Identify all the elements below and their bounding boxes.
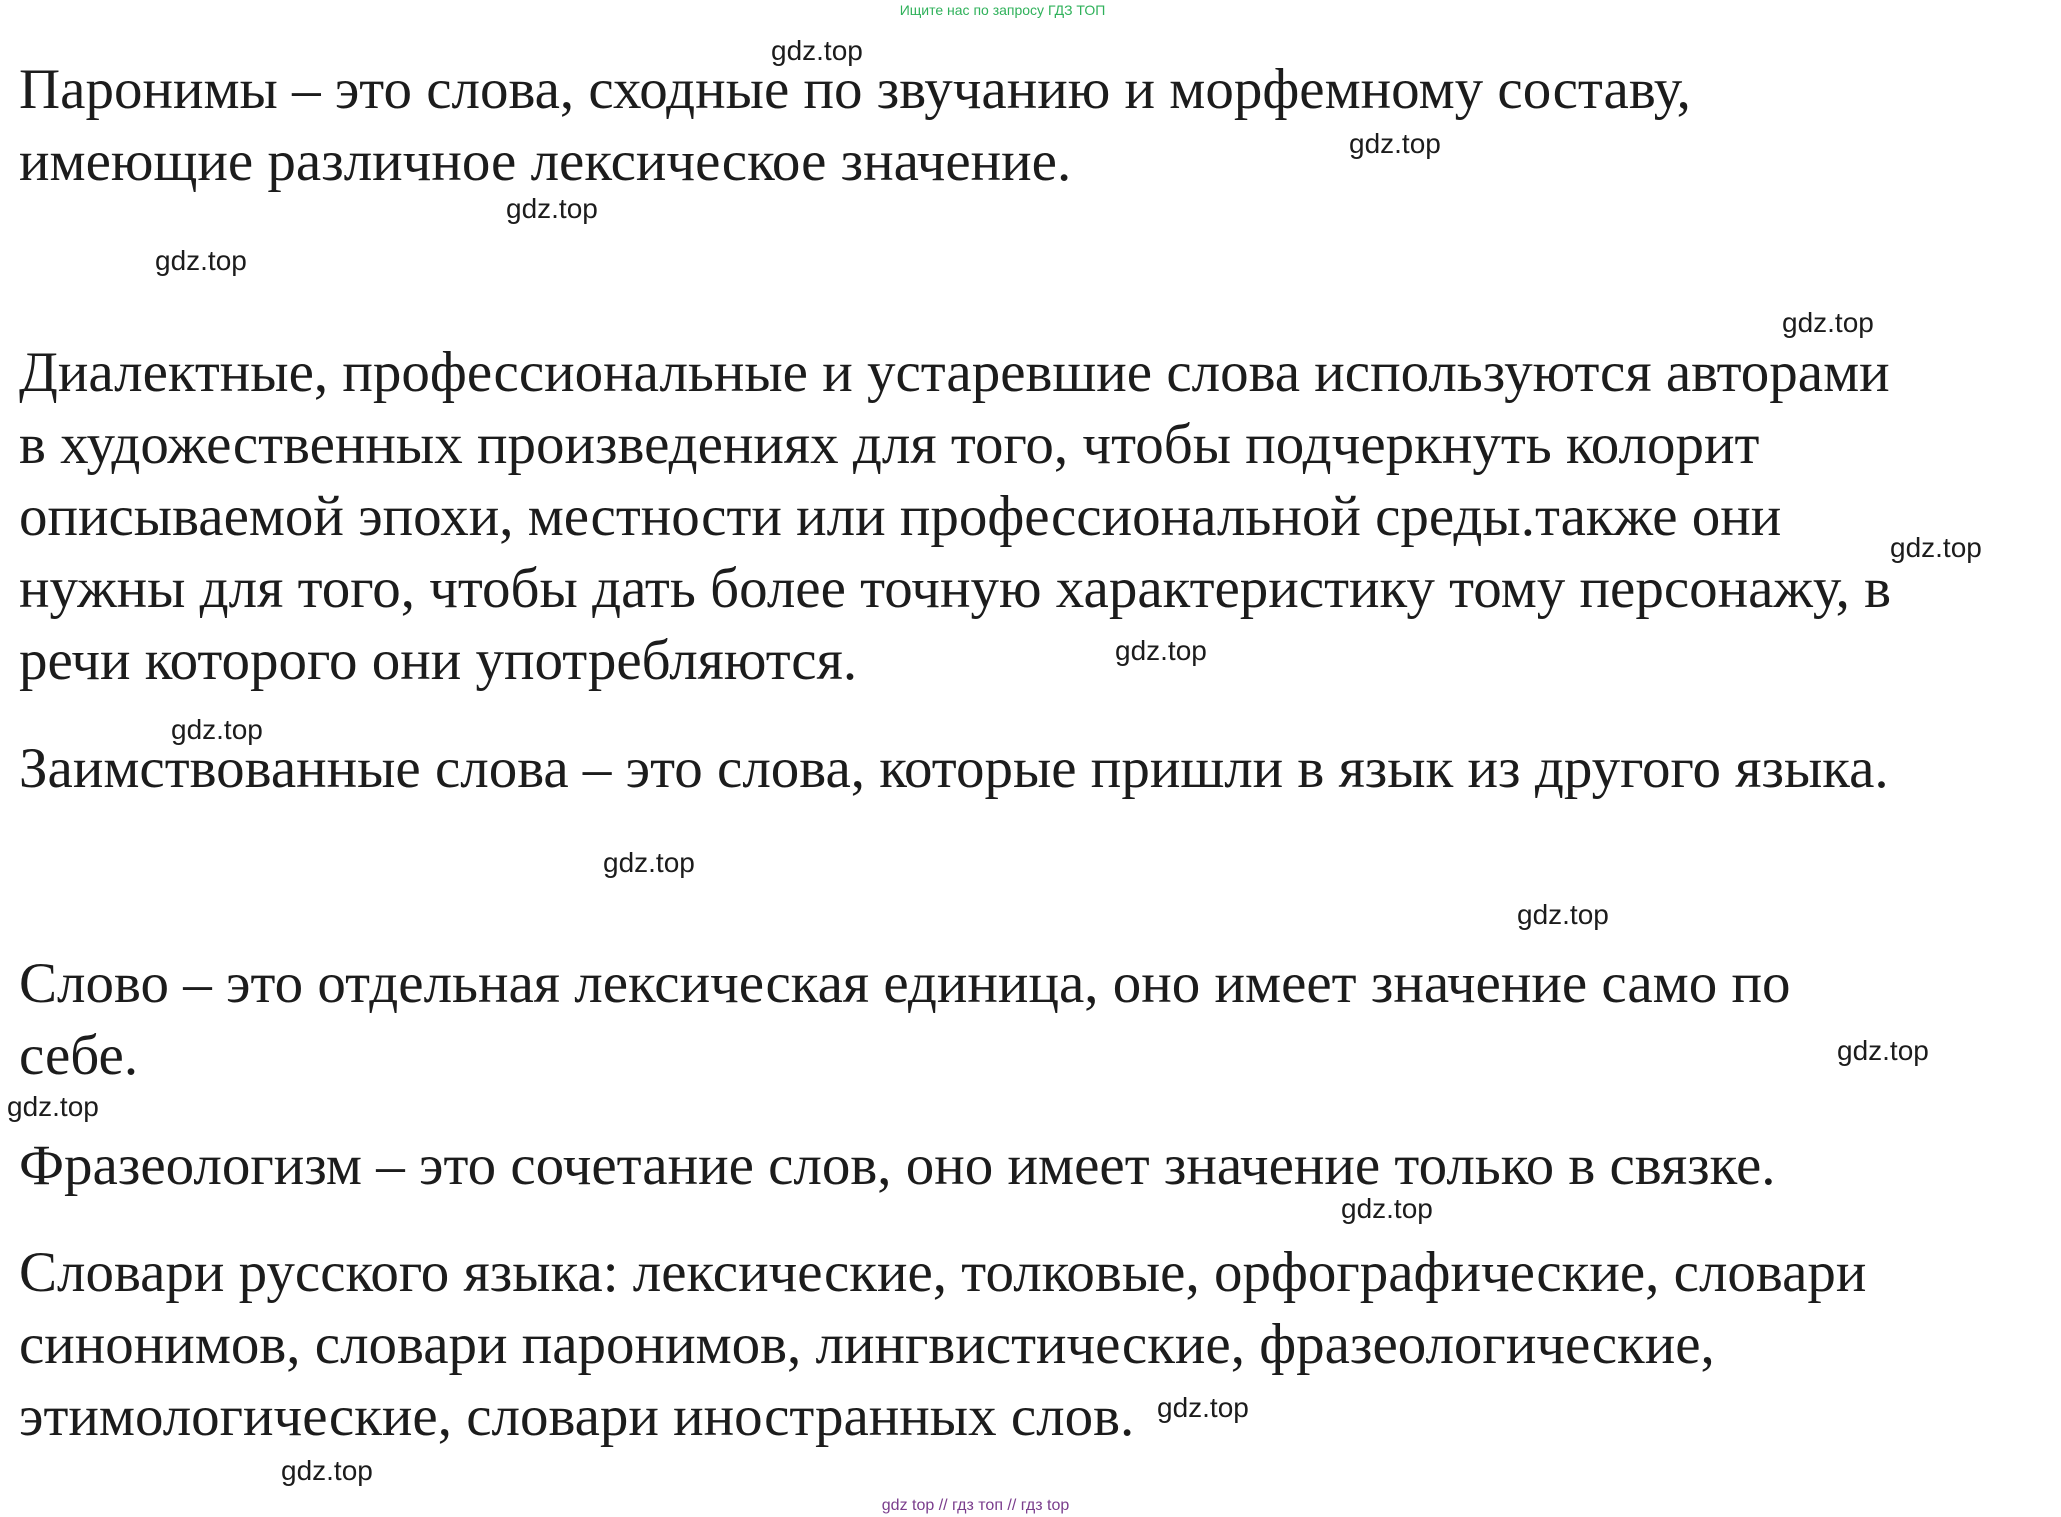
watermark: gdz.top [1517, 899, 1609, 930]
paragraph-line: Фразеологизм – это сочетание слов, оно имеет значение только в связке. [19, 1134, 1776, 1197]
paragraph-line: Паронимы – это слова, сходные по звучанию и морфемному составу, [19, 58, 1691, 121]
paragraph-line: имеющие различное лексическое значение. [19, 130, 1072, 193]
watermark: gdz.top [281, 1455, 373, 1486]
watermark: gdz.top [1157, 1392, 1249, 1423]
paragraph-borrowed-words [19, 733, 1889, 805]
paragraph-phraseologism [19, 1130, 1776, 1202]
watermark: gdz.top [1341, 1193, 1433, 1224]
watermark: gdz.top [1890, 532, 1982, 563]
top-banner: Ищите нас по запросу ГДЗ ТОП [899, 2, 1106, 18]
paragraph-line: Заимствованные слова – это слова, которые пришли в язык из другого языка. [19, 737, 1889, 800]
watermark: gdz.top [155, 245, 247, 276]
paragraph-line: нужны для того, чтобы дать более точную характеристику тому персонажу, в [19, 557, 1892, 620]
paragraph-dialect-words [19, 337, 1891, 697]
paragraph-dictionaries [19, 1237, 1866, 1453]
paragraph-line: описываемой эпохи, местности или профессиональной среды.также они [19, 485, 1782, 548]
footer-text: gdz top // гдз топ // гдз top [881, 1497, 1070, 1514]
paragraph-word [19, 948, 1791, 1092]
watermark: gdz.top [1349, 128, 1441, 159]
paragraph-line: этимологические, словари иностранных слов. [19, 1385, 1135, 1448]
watermark: gdz.top [506, 193, 598, 224]
paragraph-line: речи которого они употребляются. [19, 629, 858, 692]
watermark: gdz.top [171, 714, 263, 745]
paragraph-line: Словари русского языка: лексические, толковые, орфографические, словари [19, 1241, 1867, 1304]
watermark: gdz.top [1115, 635, 1207, 666]
paragraph-line: Диалектные, профессиональные и устаревшие слова используются авторами [19, 341, 1890, 404]
watermark: gdz.top [771, 35, 863, 66]
paragraph-line: синонимов, словари паронимов, лингвистические, фразеологические, [19, 1313, 1715, 1376]
paragraph-line: в художественных произведениях для того, чтобы подчеркнуть колорит [19, 413, 1760, 476]
watermark: gdz.top [603, 847, 695, 878]
paragraph-line: Слово – это отдельная лексическая единица, оно имеет значение само по [19, 952, 1791, 1015]
watermark: gdz.top [7, 1091, 99, 1122]
paragraph-line: себе. [19, 1024, 139, 1087]
watermark: gdz.top [1782, 307, 1874, 338]
paragraph-paronyms [19, 54, 1691, 198]
watermark: gdz.top [1837, 1035, 1929, 1066]
